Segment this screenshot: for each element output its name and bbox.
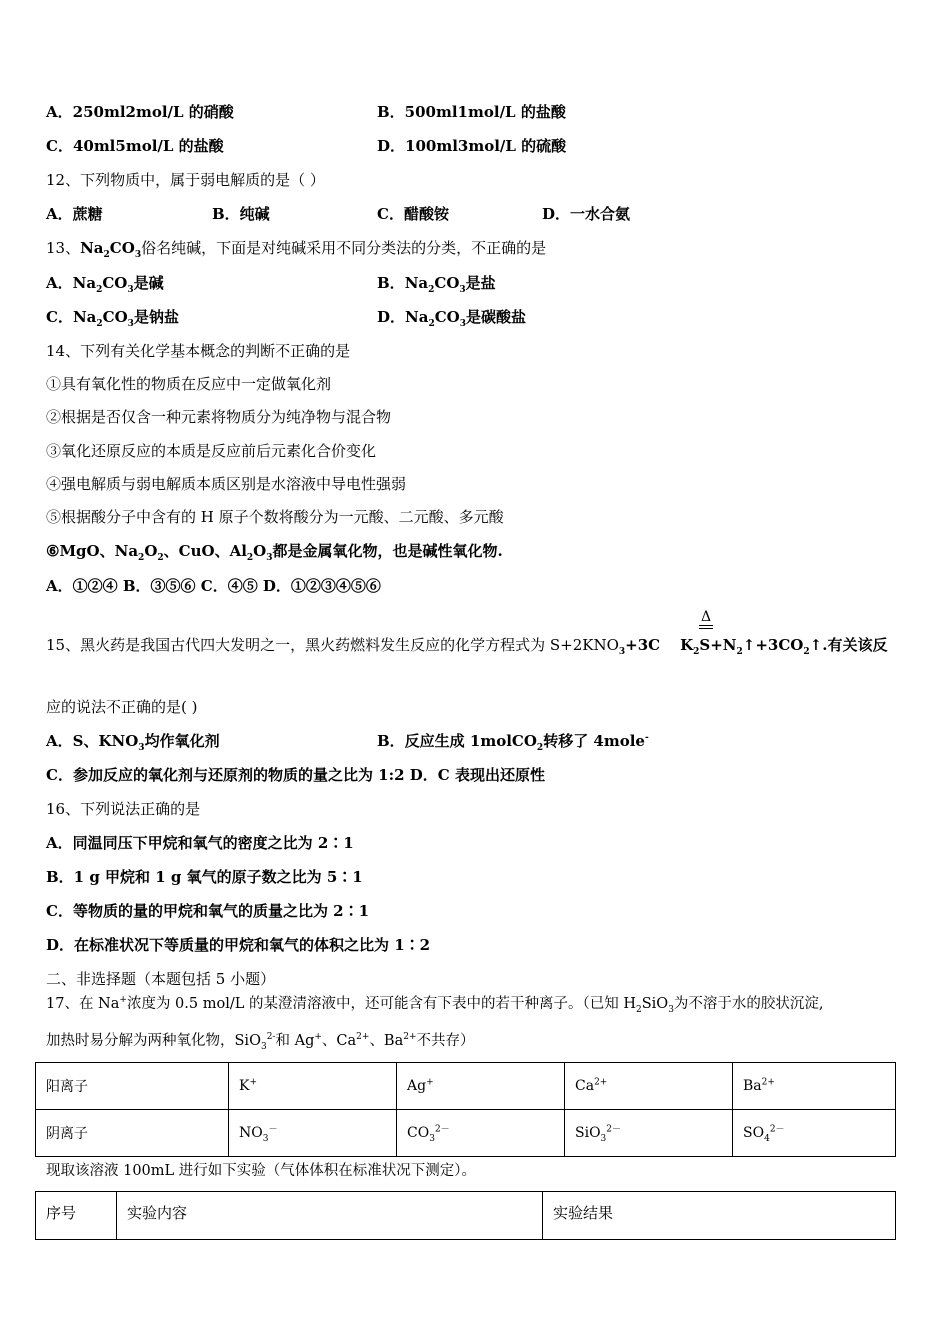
- q14-statement-5: ⑤根据酸分子中含有的 H 原子个数将酸分为一元酸、二元酸、多元酸: [46, 508, 504, 526]
- q13-option-a: A．$Na_2CO_3$是碱: [46, 274, 164, 295]
- q13-option-b: B．$Na_2CO_3$是盐: [377, 274, 496, 295]
- q14-statement-3: ③氧化还原反应的本质是反应前后元素化合价变化: [46, 442, 377, 460]
- ion-cell: SiO$_3^{2-}$: [565, 1110, 733, 1157]
- q12-option-d: D．一水合氨: [542, 205, 631, 223]
- q16-stem: 16、下列说法正确的是: [46, 800, 201, 818]
- q15-stem: 15、黑火药是我国古代四大发明之一，黑火药燃料发生反应的化学方程式为 $S+2KNO_3+3C$ $K_2S+N_2↑+3CO_2↑$.有关该反: [46, 636, 888, 657]
- q13-stem: 13、$Na_2CO_3$俗名纯碱，下面是对纯碱采用不同分类法的分类，不正确的是: [46, 239, 547, 260]
- heat-symbol: Δ: [697, 610, 715, 629]
- header-result: 实验结果: [543, 1192, 896, 1240]
- q12-option-b: B．纯碱: [212, 205, 270, 223]
- q16-option-d: D．在标准状况下等质量的甲烷和氧气的体积之比为 1∶2: [46, 936, 431, 954]
- q14-stem: 14、下列有关化学基本概念的判断不正确的是: [46, 342, 351, 360]
- q12-option-c: C．醋酸铵: [377, 205, 449, 223]
- q14-statement-1: ①具有氧化性的物质在反应中一定做氧化剂: [46, 375, 332, 393]
- experiment-table: [35, 1191, 896, 1240]
- section-heading: 二、非选择题（本题包括 5 小题）: [46, 970, 276, 988]
- ion-cell: K+: [229, 1063, 397, 1110]
- ion-cell: $Ca^{2+}$: [565, 1063, 733, 1110]
- anion-label: 阴离子: [36, 1110, 229, 1157]
- q13-option-c: C．$Na_2CO_3$是钠盐: [46, 308, 179, 329]
- q16-option-a: A．同温同压下甲烷和氧气的密度之比为 2∶1: [46, 834, 354, 852]
- q17-stem-line1: 17、在 Na+浓度为 0.5 mol/L 的某澄清溶液中，还可能含有下表中的若干种离子。（已知 $H_2SiO_3$为不溶于水的胶状沉淀,: [46, 995, 824, 1015]
- q14-options: A．①②④ B．③⑤⑥ C．④⑤ D．①②③④⑤⑥: [46, 577, 381, 595]
- q14-statement-4: ④强电解质与弱电解质本质区别是水溶液中导电性强弱: [46, 475, 407, 493]
- cation-label: 阳离子: [36, 1063, 229, 1110]
- ion-cell: $Ba^{2+}$: [733, 1063, 896, 1110]
- q15-stem-line2: 应的说法不正确的是( ): [46, 698, 198, 716]
- q11-option-c: C．40ml5mol/L 的盐酸: [46, 137, 224, 155]
- q17-stem-line2: 加热时易分解为两种氧化物，SiO$_3^{2-}$和 Ag+、$Ca^{2+}$、$Ba^{2+}$不共存）: [46, 1032, 475, 1052]
- q13-option-d: D．$Na_2CO_3$是碳酸盐: [377, 308, 527, 329]
- q14-statement-2: ②根据是否仅含一种元素将物质分为纯净物与混合物: [46, 408, 392, 426]
- header-index: 序号: [36, 1192, 117, 1240]
- ion-cell: Ag+: [397, 1063, 565, 1110]
- q15-option-cd: C．参加反应的氧化剂与还原剂的物质的量之比为 1:2 D．C 表现出还原性: [46, 766, 545, 784]
- ion-table: [35, 1062, 896, 1157]
- q15-option-a: A．S、$KNO_3$均作氧化剂: [46, 732, 220, 753]
- q15-option-b: B．反应生成 1molCO$_2$转移了 4mole-: [377, 732, 649, 753]
- experiment-intro: 现取该溶液 100mL 进行如下实验（气体体积在标准状况下测定）。: [46, 1163, 477, 1179]
- ion-cell: $NO_3^-$: [229, 1110, 397, 1157]
- q16-option-c: C．等物质的量的甲烷和氧气的质量之比为 2∶1: [46, 902, 370, 920]
- header-content: 实验内容: [117, 1192, 543, 1240]
- cation-row: [36, 1063, 896, 1110]
- anion-row: [36, 1110, 896, 1157]
- q16-option-b: B．1 g 甲烷和 1 g 氧气的原子数之比为 5∶1: [46, 868, 363, 886]
- q11-option-b: B．500ml1mol/L 的盐酸: [377, 103, 566, 121]
- q11-option-a: A．250ml2mol/L 的硝酸: [46, 103, 234, 121]
- experiment-header-row: [36, 1192, 896, 1240]
- q12-option-a: A．蔗糖: [46, 205, 103, 223]
- ion-cell: $SO_4^{2-}$: [733, 1110, 896, 1157]
- q12-stem: 12、下列物质中，属于弱电解质的是（ ）: [46, 171, 325, 189]
- ion-cell: $CO_3^{2-}$: [397, 1110, 565, 1157]
- q14-statement-6: ⑥MgO、$Na_2O_2$、CuO、$Al_2O_3$都是金属氧化物，也是碱性氧化物.: [46, 542, 503, 563]
- q11-option-d: D．100ml3mol/L 的硫酸: [377, 137, 567, 155]
